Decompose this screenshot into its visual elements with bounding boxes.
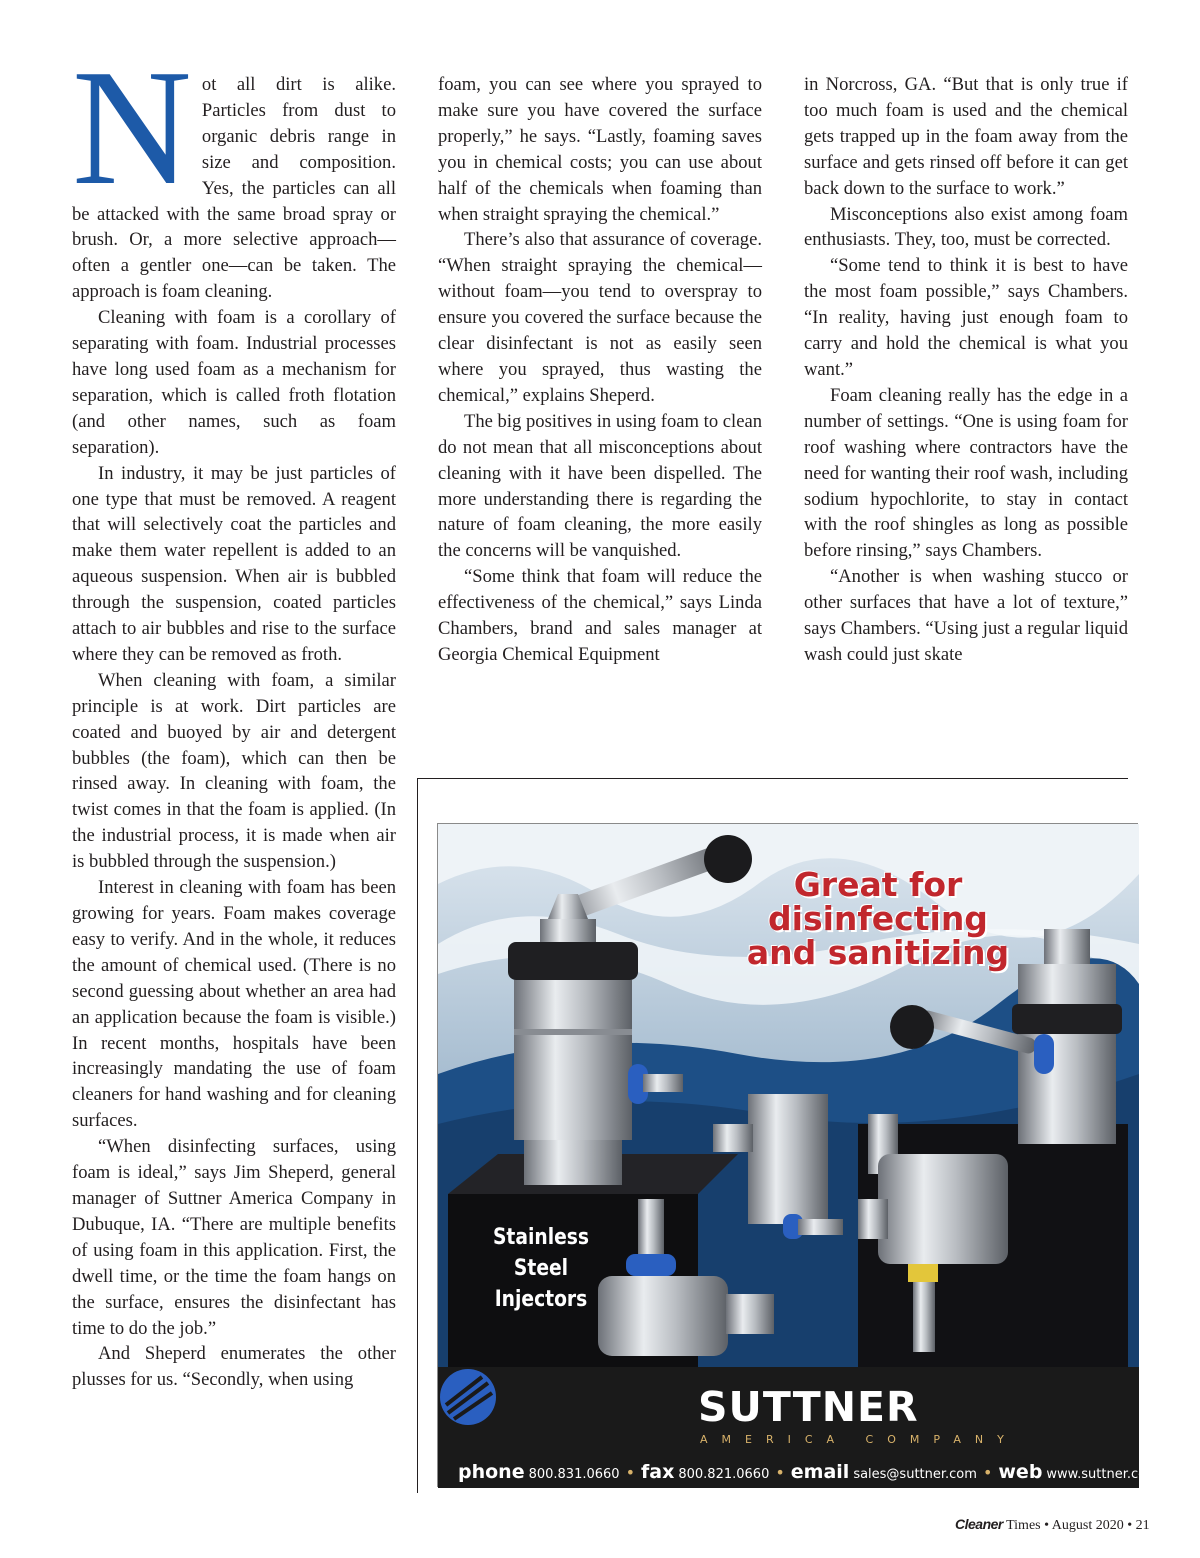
separator-icon: • <box>982 1463 993 1482</box>
paragraph: “Some think that foam will reduce the effectiveness of the chemical,” says Linda Chambers, brand and sales manager at Georgia Chemical Equipment <box>438 566 762 665</box>
footer-separator: • <box>1044 1518 1050 1533</box>
email-label: email <box>790 1461 850 1483</box>
divider-vertical <box>417 778 418 1493</box>
fax-label: fax <box>641 1461 675 1483</box>
paragraph: “When disinfecting surfaces, using foam is ideal,” says Jim Sheperd, general manager of Suttner America Company in Dubuque, IA. “There are multiple benefits of using foam in this application. First, the dwell time, or the time the foam hangs on the surface, ensures the disinfectant has time to do the job.” <box>72 1136 396 1339</box>
magazine-name-italic: Cleaner <box>955 1516 1003 1532</box>
article-column-3 <box>804 72 1128 668</box>
paragraph: There’s also that assurance of coverage. “When straight spraying the chemical—without foam—you tend to overspray to ensure you covered the surface because the clear disinfectant is not as easily seen where you sprayed, thus wasting the chemical,” explains Sheperd. <box>438 229 762 406</box>
suttner-advertisement[interactable] <box>437 823 1159 1487</box>
separator-icon: • <box>775 1463 785 1482</box>
paragraph: The big positives in using foam to clean do not mean that all misconceptions about cleaning with it have been dispelled. The more understanding there is regarding the nature of foam cleaning, the more easily the concerns will be vanquished. <box>438 410 762 562</box>
paragraph: “Another is when washing stucco or other surfaces that have a lot of texture,” says Chambers. “Using just a regular liquid wash could just skate <box>804 566 1128 665</box>
ad-subhead-line: Stainless Steel <box>492 1225 590 1281</box>
paragraph: In industry, it may be just particles of one type that must be removed. A reagent that will selectively coat the particles and make them water repellent is added to an aqueous suspension. When air is bubbled through the suspension, coated particles attach to air bubbles and rise to the surface where they can be removed as froth. <box>72 462 396 665</box>
page-number: 21 <box>1135 1518 1150 1533</box>
contact-line <box>458 1461 1159 1483</box>
ad-headline-line: and sanitizing <box>746 933 1010 972</box>
paragraph: Foam cleaning really has the edge in a number of settings. “One is using foam for roof washing where contractors have the need for wanting their roof wash, including sodium hypochlorite, to stay in contact with the roof shingles as long as possible before rinsing,” says Chambers. <box>804 384 1128 562</box>
email-link[interactable]: sales@suttner.com <box>853 1467 977 1482</box>
fax-number: 800.821.0660 <box>678 1467 770 1482</box>
phone-number[interactable]: 800.831.0660 <box>528 1467 620 1482</box>
brand-tagline: AMERICA COMPANY <box>700 1433 1018 1446</box>
ad-subhead-line: Injectors <box>494 1287 588 1312</box>
paragraph: ot all dirt is alike. Particles from dust to organic debris range in size and composition. Yes, the particles can all be attacked with the same broad spray or brush. Or, a more selective approach—often a gentler one—can be taken. The approach is foam cleaning. <box>72 74 396 303</box>
page-footer <box>955 1516 1150 1534</box>
footer-separator: • <box>1127 1518 1133 1533</box>
paragraph: in Norcross, GA. “But that is only true if too much foam is used and the chemical gets trapped up in the foam away from the surface and gets rinsed off before it can get back down to the surface to work.” <box>804 74 1128 199</box>
magazine-name-rest: Times <box>1006 1518 1041 1533</box>
web-label: web <box>998 1461 1043 1483</box>
divider-horizontal <box>417 778 1128 779</box>
article-column-2 <box>438 72 762 668</box>
separator-icon: • <box>625 1463 636 1482</box>
article-column-1 <box>72 35 396 1393</box>
ad-subhead <box>469 1222 614 1315</box>
ad-contact-bar <box>438 1367 1159 1488</box>
paragraph: Cleaning with foam is a corollary of separating with foam. Industrial processes have long used foam as a mechanism for separation, which is called froth flotation (and other names, such as foam separation). <box>72 307 396 458</box>
paragraph: foam, you can see where you sprayed to make sure you have covered the surface properly,” he says. “Lastly, foaming saves you in chemical costs; you can use about half of the chemicals when foaming than when straight spraying the chemical.” <box>438 74 762 225</box>
ad-headline <box>728 865 1028 972</box>
suttner-logo-icon <box>438 1367 498 1427</box>
paragraph: Misconceptions also exist among foam enthusiasts. They, too, must be corrected. <box>804 203 1128 251</box>
paragraph: When cleaning with foam, a similar principle is at work. Dirt particles are coated and buoyed by air and detergent bubbles (the foam), which can then be rinsed away. In cleaning with foam, the twist comes in that the foam is applied. (In the industrial process, it is made when air is bubbled through the suspension.) <box>72 669 396 873</box>
web-link[interactable]: www.suttner.com <box>1046 1467 1159 1482</box>
ad-headline-line: disinfecting <box>768 899 988 938</box>
drop-cap: N <box>72 35 192 219</box>
ad-headline-line: Great for <box>793 865 963 904</box>
brand-name: SUTTNER <box>698 1383 919 1431</box>
paragraph: Interest in cleaning with foam has been growing for years. Foam makes coverage easy to verify. And in the whole, it reduces the amount of chemical used. (There is no second guessing about whether an area had an application because the foam is visible.) In recent months, hospitals have been increasingly mandating the use of foam cleaners for hand washing and for cleaning surfaces. <box>72 877 396 1132</box>
paragraph: “Some tend to think it is best to have the most foam possible,” says Chambers. “In reality, having just enough foam to carry and hold the chemical is what you want.” <box>804 255 1128 380</box>
paragraph: And Sheperd enumerates the other plusses for us. “Secondly, when using <box>72 1343 396 1391</box>
issue-date: August 2020 <box>1051 1518 1124 1533</box>
phone-label: phone <box>458 1461 525 1483</box>
